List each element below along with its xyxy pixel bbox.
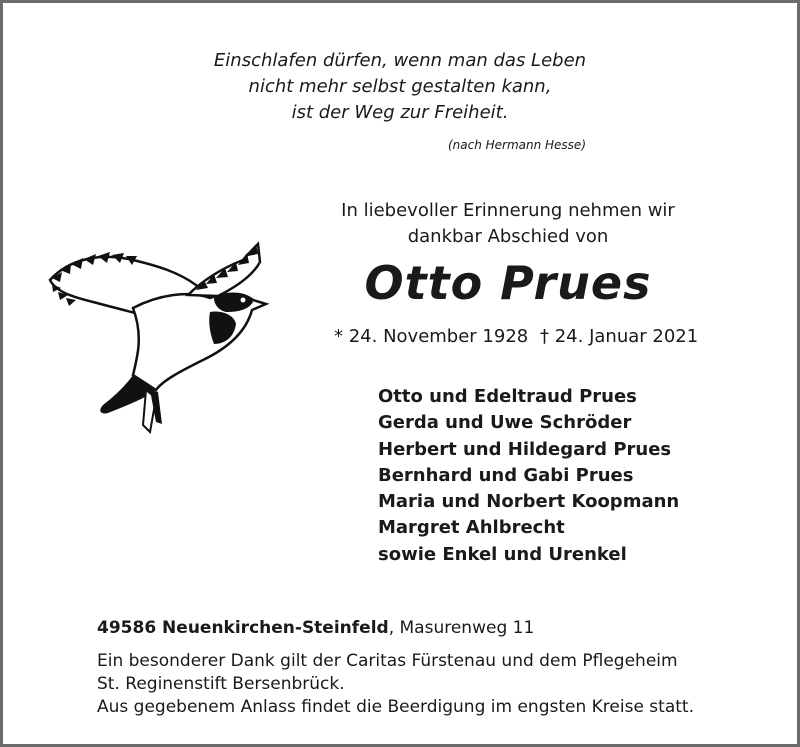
family-member: sowie Enkel und Urenkel xyxy=(378,543,627,565)
intro-text xyxy=(330,198,686,250)
intro-line: dankbar Abschied von xyxy=(407,226,609,247)
poem-line: ist der Weg zur Freiheit. xyxy=(291,102,509,123)
deceased-name: Otto Prues xyxy=(364,256,652,310)
family-member: Bernhard und Gabi Prues xyxy=(378,464,634,486)
thanks-line: Ein besonderer Dank gilt der Caritas Fürstenau und dem Pflegeheim xyxy=(97,651,678,671)
address-street: , Masurenweg 11 xyxy=(388,618,535,638)
thanks-text xyxy=(97,650,704,719)
family-member: Otto und Edeltraud Prues xyxy=(378,386,637,407)
family-member: Margret Ahlbrecht xyxy=(378,517,565,539)
poem-line: nicht mehr selbst gestalten kann, xyxy=(248,76,552,97)
family-list xyxy=(378,384,679,568)
poem xyxy=(150,48,650,126)
death-date: † 24. Januar 2021 xyxy=(540,326,699,347)
birth-date: * 24. November 1928 xyxy=(334,326,529,347)
family-member: Gerda und Uwe Schröder xyxy=(378,412,632,434)
poem-attribution: (nach Hermann Hesse) xyxy=(447,138,586,152)
address-city: 49586 Neuenkirchen-Steinfeld xyxy=(97,618,389,638)
intro-line: In liebevoller Erinnerung nehmen wir xyxy=(341,200,675,221)
thanks-line: St. Reginenstift Bersenbrück. xyxy=(97,674,345,694)
family-member: Maria und Norbert Koopmann xyxy=(378,491,680,513)
flying-bird-icon xyxy=(38,240,270,435)
family-member: Herbert und Hildegard Prues xyxy=(378,438,672,460)
thanks-line: Aus gegebenem Anlass findet die Beerdigung im engsten Kreise statt. xyxy=(97,697,694,717)
poem-line: Einschlafen dürfen, wenn man das Leben xyxy=(213,50,587,71)
address xyxy=(97,618,534,638)
